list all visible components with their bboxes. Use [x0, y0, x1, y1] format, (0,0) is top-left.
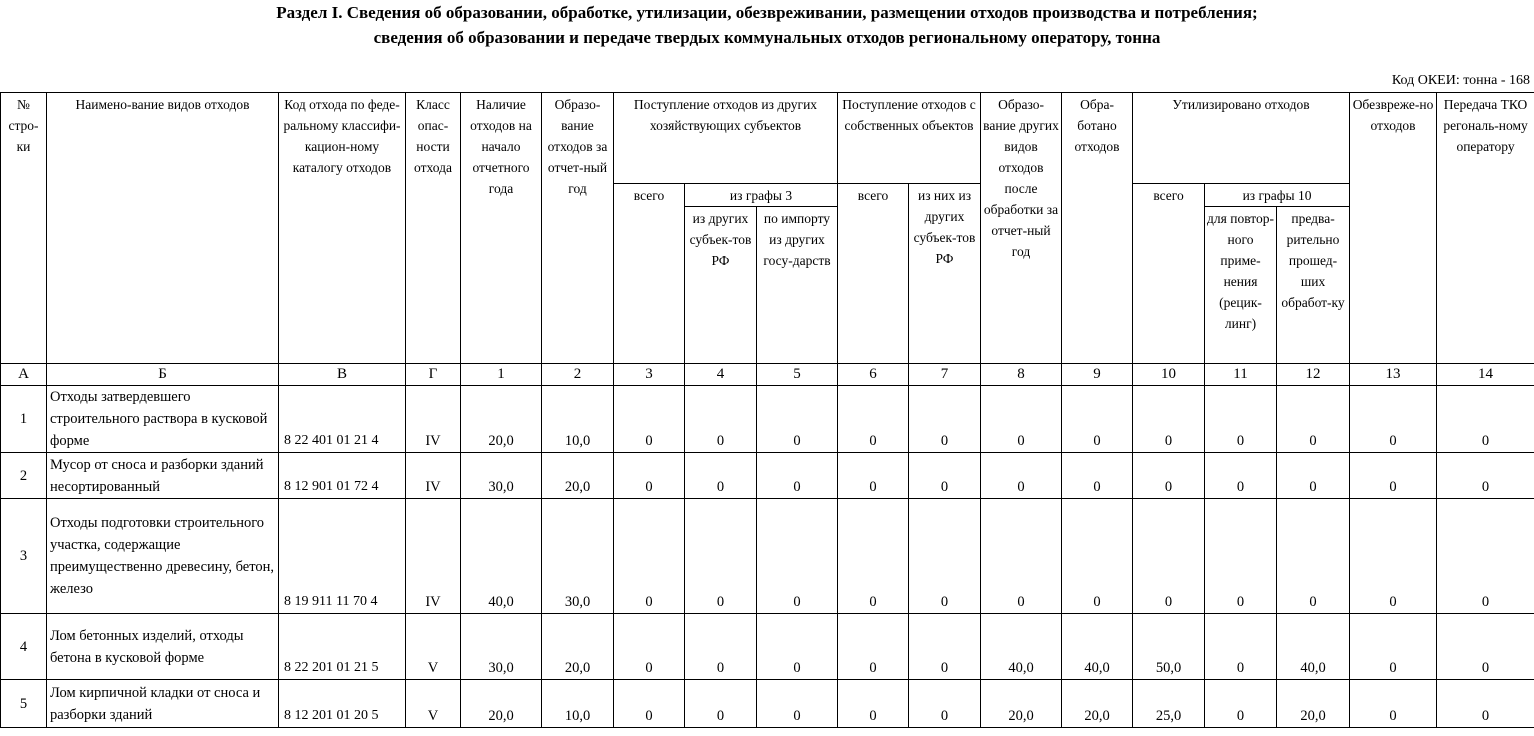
header-received-own-total: всего — [838, 184, 909, 364]
header-transfer-tko: Передача ТКО регональ-ному оператору — [1437, 93, 1534, 364]
header-code: Код отхода по феде-ральному классифи-кацион-ному каталогу отходов — [279, 93, 406, 364]
cell-value: 20,0 — [981, 680, 1062, 728]
cell-value: 20,0 — [1062, 680, 1133, 728]
header-neutralized: Обезвреже-но отходов — [1350, 93, 1437, 364]
cell-value: 0 — [1133, 499, 1205, 614]
cell-value: 20,0 — [1277, 680, 1350, 728]
column-letter: 13 — [1350, 364, 1437, 386]
cell-value: 0 — [1133, 453, 1205, 499]
cell-value: 0 — [757, 386, 838, 453]
column-letter: 2 — [542, 364, 614, 386]
row-number: 4 — [1, 614, 47, 680]
cell-value: 30,0 — [461, 453, 542, 499]
cell-value: 0 — [757, 453, 838, 499]
column-letter: 5 — [757, 364, 838, 386]
row-number: 2 — [1, 453, 47, 499]
cell-value: 0 — [1437, 453, 1534, 499]
cell-value: 0 — [1277, 386, 1350, 453]
row-number: 1 — [1, 386, 47, 453]
row-number: 3 — [1, 499, 47, 614]
cell-value: 20,0 — [461, 386, 542, 453]
cell-value: 0 — [981, 499, 1062, 614]
column-letter: 3 — [614, 364, 685, 386]
column-letter: 12 — [1277, 364, 1350, 386]
cell-value: 0 — [685, 680, 757, 728]
header-pretreated: предва-рительно прошед-ших обработ-ку — [1277, 207, 1350, 364]
column-letter: Г — [406, 364, 461, 386]
column-letter: Б — [47, 364, 279, 386]
header-reuse: для повтор-ного приме-нения (рецик-линг) — [1205, 207, 1277, 364]
column-letter: 1 — [461, 364, 542, 386]
cell-value: 0 — [838, 614, 909, 680]
cell-value: 0 — [1437, 499, 1534, 614]
cell-value: 0 — [1350, 453, 1437, 499]
table-row — [1, 680, 1534, 728]
header-of-which: из них из других субъек-тов РФ — [909, 184, 981, 364]
cell-value: 0 — [757, 680, 838, 728]
waste-code: 8 22 201 01 21 5 — [279, 614, 406, 680]
hazard-class: IV — [406, 453, 461, 499]
column-letter: А — [1, 364, 47, 386]
cell-value: 0 — [838, 453, 909, 499]
hazard-class: V — [406, 680, 461, 728]
cell-value: 0 — [1205, 453, 1277, 499]
cell-value: 0 — [1205, 680, 1277, 728]
header-generated: Образо-вание отходов за отчет-ный год — [542, 93, 614, 364]
cell-value: 0 — [1437, 614, 1534, 680]
cell-value: 0 — [614, 499, 685, 614]
cell-value: 0 — [614, 614, 685, 680]
table-row — [1, 386, 1534, 453]
table-row — [1, 614, 1534, 680]
cell-value: 40,0 — [1277, 614, 1350, 680]
cell-value: 0 — [1205, 499, 1277, 614]
cell-value: 0 — [838, 386, 909, 453]
column-letter: 6 — [838, 364, 909, 386]
header-hazard-class: Класс опас-ности отхода — [406, 93, 461, 364]
column-letter: 11 — [1205, 364, 1277, 386]
waste-code: 8 19 911 11 70 4 — [279, 499, 406, 614]
header-received-other: Поступление отходов из других хозяйствующих субъектов — [614, 93, 838, 184]
cell-value: 0 — [685, 614, 757, 680]
table-row — [1, 453, 1534, 499]
cell-value: 0 — [757, 614, 838, 680]
column-letter: 10 — [1133, 364, 1205, 386]
cell-value: 10,0 — [542, 386, 614, 453]
cell-value: 0 — [757, 499, 838, 614]
row-number: 5 — [1, 680, 47, 728]
column-letter: 14 — [1437, 364, 1534, 386]
hazard-class: V — [406, 614, 461, 680]
cell-value: 0 — [1205, 386, 1277, 453]
waste-code: 8 12 901 01 72 4 — [279, 453, 406, 499]
hazard-class: IV — [406, 499, 461, 614]
cell-value: 0 — [909, 614, 981, 680]
cell-value: 0 — [1062, 453, 1133, 499]
cell-value: 0 — [614, 680, 685, 728]
waste-name: Лом кирпичной кладки от сноса и разборки зданий — [47, 680, 279, 728]
cell-value: 0 — [909, 680, 981, 728]
column-letter: В — [279, 364, 406, 386]
cell-value: 0 — [1437, 386, 1534, 453]
cell-value: 0 — [685, 499, 757, 614]
column-letter: 9 — [1062, 364, 1133, 386]
cell-value: 0 — [685, 386, 757, 453]
section-subtitle: сведения об образовании и передаче твердых коммунальных отходов региональному оператору, тонна — [373, 28, 1161, 47]
header-received-other-total: всего — [614, 184, 685, 364]
cell-value: 0 — [909, 453, 981, 499]
header-row-no: № стро-ки — [1, 93, 47, 364]
column-letters-row — [1, 364, 1534, 386]
column-letter: 4 — [685, 364, 757, 386]
waste-code: 8 22 401 01 21 4 — [279, 386, 406, 453]
cell-value: 40,0 — [461, 499, 542, 614]
waste-code: 8 12 201 01 20 5 — [279, 680, 406, 728]
cell-value: 0 — [614, 453, 685, 499]
cell-value: 0 — [909, 499, 981, 614]
header-name: Наимено-вание видов отходов — [47, 93, 279, 364]
cell-value: 40,0 — [981, 614, 1062, 680]
section-title: Раздел I. Сведения об образовании, обработке, утилизации, обезвреживании, размещении отходов производства и потребления; — [276, 3, 1258, 22]
cell-value: 0 — [981, 453, 1062, 499]
header-import: по импорту из других госу-дарств — [757, 207, 838, 364]
cell-value: 20,0 — [542, 453, 614, 499]
cell-value: 25,0 — [1133, 680, 1205, 728]
cell-value: 0 — [685, 453, 757, 499]
cell-value: 0 — [1277, 499, 1350, 614]
hazard-class: IV — [406, 386, 461, 453]
cell-value: 0 — [614, 386, 685, 453]
column-letter: 7 — [909, 364, 981, 386]
waste-name: Мусор от сноса и разборки зданий несортированный — [47, 453, 279, 499]
cell-value: 20,0 — [542, 614, 614, 680]
cell-value: 30,0 — [542, 499, 614, 614]
cell-value: 20,0 — [461, 680, 542, 728]
header-start-balance: Наличие отходов на начало отчетного года — [461, 93, 542, 364]
waste-table — [0, 92, 1534, 728]
cell-value: 0 — [838, 499, 909, 614]
cell-value: 0 — [1350, 680, 1437, 728]
cell-value: 0 — [1205, 614, 1277, 680]
header-utilized: Утилизировано отходов — [1133, 93, 1350, 184]
cell-value: 0 — [981, 386, 1062, 453]
header-processed: Обра-ботано отходов — [1062, 93, 1133, 364]
cell-value: 10,0 — [542, 680, 614, 728]
cell-value: 0 — [1277, 453, 1350, 499]
header-utilized-total: всего — [1133, 184, 1205, 364]
column-letter: 8 — [981, 364, 1062, 386]
waste-name: Лом бетонных изделий, отходы бетона в кусковой форме — [47, 614, 279, 680]
header-of-col10: из графы 10 — [1205, 184, 1350, 207]
cell-value: 30,0 — [461, 614, 542, 680]
cell-value: 0 — [1350, 386, 1437, 453]
okei-code: Код ОКЕИ: тонна - 168 — [1391, 73, 1530, 88]
cell-value: 0 — [1350, 499, 1437, 614]
cell-value: 0 — [1133, 386, 1205, 453]
cell-value: 0 — [838, 680, 909, 728]
cell-value: 50,0 — [1133, 614, 1205, 680]
header-generated-other: Образо-вание других видов отходов после обработки за отчет-ный год — [981, 93, 1062, 364]
header-received-own: Поступление отходов с собственных объектов — [838, 93, 981, 184]
cell-value: 0 — [1437, 680, 1534, 728]
waste-name: Отходы подготовки строительного участка, содержащие преимущественно древесину, бетон, железо — [47, 499, 279, 614]
cell-value: 0 — [1062, 499, 1133, 614]
header-from-other-regions: из других субъек-тов РФ — [685, 207, 757, 364]
table-row — [1, 499, 1534, 614]
cell-value: 0 — [1062, 386, 1133, 453]
cell-value: 40,0 — [1062, 614, 1133, 680]
cell-value: 0 — [1350, 614, 1437, 680]
cell-value: 0 — [909, 386, 981, 453]
waste-name: Отходы затвердевшего строительного раствора в кусковой форме — [47, 386, 279, 453]
header-of-col3: из графы 3 — [685, 184, 838, 207]
